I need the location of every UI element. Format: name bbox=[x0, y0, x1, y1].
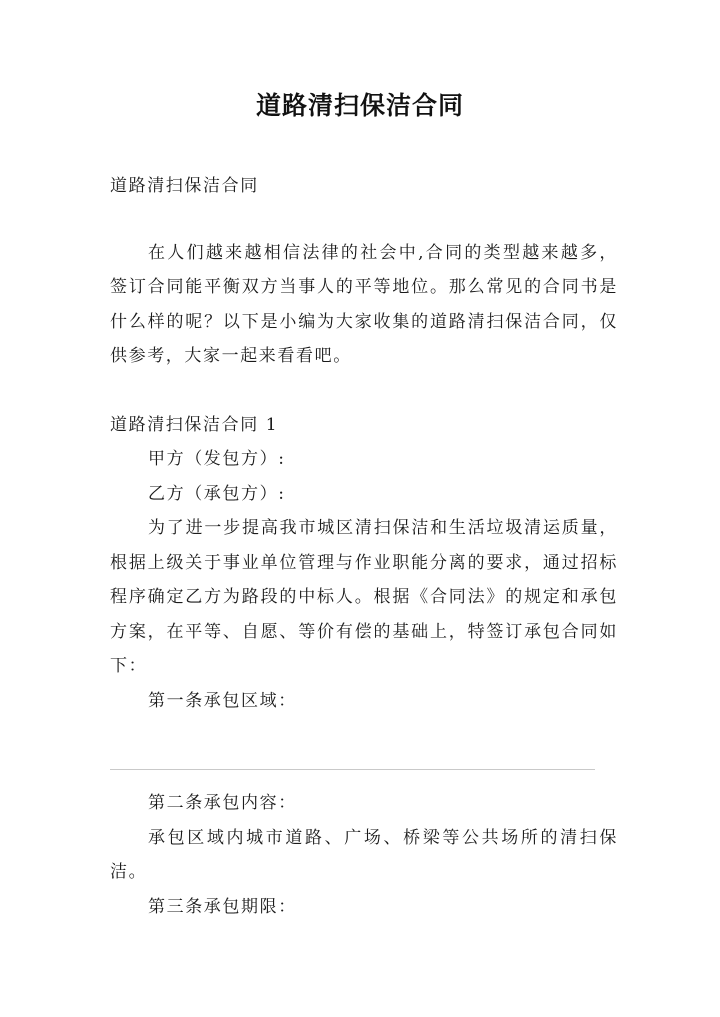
article-3-heading: 第三条承包期限： bbox=[148, 896, 297, 917]
article-1-heading: 第一条承包区域： bbox=[148, 690, 297, 711]
spacer bbox=[110, 770, 618, 786]
party-a-line: 甲方（发包方）: bbox=[148, 449, 286, 469]
intro-paragraph: 在人们越来越相信法律的社会中,合同的类型越来越多，签订合同能平衡双方当事人的平等地位。那么常见的合同书是什么样的呢？以下是小编为大家收集的道路清扫保洁合同，仅供参考，大家一起来看看吧。 bbox=[110, 242, 618, 366]
spacer bbox=[110, 204, 618, 236]
article-2-body: 承包区域内城市道路、广场、桥梁等公共场所的清扫保洁。 bbox=[110, 827, 618, 882]
document-title: 道路清扫保洁合同 bbox=[255, 91, 464, 120]
article-2-heading: 第二条承包内容： bbox=[148, 793, 297, 813]
section-heading: 道路清扫保洁合同 1 bbox=[110, 414, 279, 435]
party-b-line: 乙方（承包方）: bbox=[148, 483, 286, 504]
purpose-paragraph: 为了进一步提高我市城区清扫保洁和生活垃圾清运质量，根据上级关于事业单位管理与作业职能分离的要求，通过招标程序确定乙方为路段的中标人。根据《合同法》的规定和承包方案，在平等、自愿、等价有偿的基础上，特签订承包合同如下： bbox=[110, 518, 618, 676]
document-subtitle: 道路清扫保洁合同 bbox=[110, 176, 259, 196]
document-body bbox=[110, 169, 618, 924]
spacer bbox=[110, 374, 618, 408]
spacer bbox=[110, 718, 618, 769]
